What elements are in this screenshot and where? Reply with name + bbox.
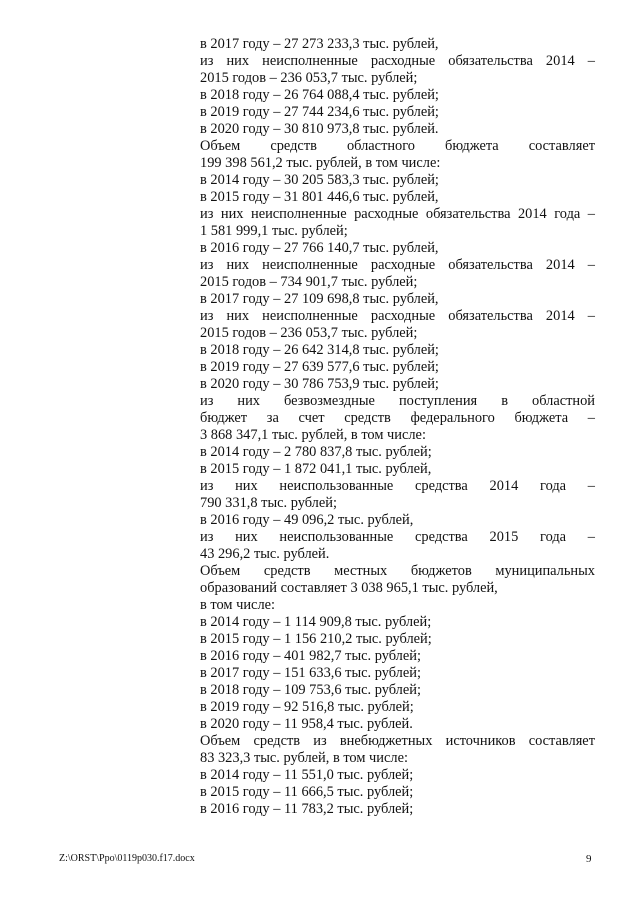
text-line: в 2015 году – 1 156 210,2 тыс. рублей; xyxy=(200,631,432,647)
text-line: в том числе: xyxy=(200,597,276,613)
text-line: 1 581 999,1 тыс. рублей; xyxy=(200,223,348,239)
text-line: 2015 годов – 236 053,7 тыс. рублей; xyxy=(200,70,418,86)
text-line: 43 296,2 тыс. рублей. xyxy=(200,546,330,562)
text-line: в 2015 году – 11 666,5 тыс. рублей; xyxy=(200,784,414,800)
text-line: в 2016 году – 11 783,2 тыс. рублей; xyxy=(200,801,414,817)
text-line: Объем средств местных бюджетов муниципальных xyxy=(200,563,595,579)
text-line: в 2016 году – 27 766 140,7 тыс. рублей, xyxy=(200,240,439,256)
text-line: в 2014 году – 30 205 583,3 тыс. рублей; xyxy=(200,172,439,188)
text-line: в 2017 году – 27 109 698,8 тыс. рублей, xyxy=(200,291,439,307)
text-line: 790 331,8 тыс. рублей; xyxy=(200,495,337,511)
text-line: 83 323,3 тыс. рублей, в том числе: xyxy=(200,750,408,766)
footer-file-path: Z:\ORST\Ppo\0119p030.f17.docx xyxy=(59,853,195,864)
text-line: в 2016 году – 401 982,7 тыс. рублей; xyxy=(200,648,421,664)
text-line: 3 868 347,1 тыс. рублей, в том числе: xyxy=(200,427,426,443)
text-line: в 2020 году – 11 958,4 тыс. рублей. xyxy=(200,716,413,732)
text-line: из них безвозмездные поступления в областной xyxy=(200,393,595,409)
text-line: в 2018 году – 109 753,6 тыс. рублей; xyxy=(200,682,421,698)
text-line: в 2016 году – 49 096,2 тыс. рублей, xyxy=(200,512,414,528)
text-line: в 2017 году – 151 633,6 тыс. рублей; xyxy=(200,665,421,681)
text-line: в 2019 году – 27 639 577,6 тыс. рублей; xyxy=(200,359,439,375)
text-line: 2015 годов – 236 053,7 тыс. рублей; xyxy=(200,325,418,341)
text-line: в 2015 году – 31 801 446,6 тыс. рублей, xyxy=(200,189,439,205)
text-line: из них неисполненные расходные обязательства 2014 года – xyxy=(200,206,595,222)
text-line: из них неиспользованные средства 2015 года – xyxy=(200,529,595,545)
text-line: Объем средств областного бюджета составляет xyxy=(200,138,595,154)
text-line: в 2019 году – 92 516,8 тыс. рублей; xyxy=(200,699,414,715)
text-line: из них неиспользованные средства 2014 года – xyxy=(200,478,595,494)
text-line: образований составляет 3 038 965,1 тыс. рублей, xyxy=(200,580,498,596)
text-line: в 2014 году – 1 114 909,8 тыс. рублей; xyxy=(200,614,432,630)
text-line: в 2014 году – 2 780 837,8 тыс. рублей; xyxy=(200,444,432,460)
page-number: 9 xyxy=(586,853,592,865)
text-line: в 2017 году – 27 273 233,3 тыс. рублей, xyxy=(200,36,439,52)
text-line: в 2018 году – 26 642 314,8 тыс. рублей; xyxy=(200,342,439,358)
document-body xyxy=(200,36,595,818)
text-line: 199 398 561,2 тыс. рублей, в том числе: xyxy=(200,155,441,171)
text-line: из них неисполненные расходные обязательства 2014 – xyxy=(200,308,595,324)
text-line: из них неисполненные расходные обязательства 2014 – xyxy=(200,53,595,69)
text-line: в 2014 году – 11 551,0 тыс. рублей; xyxy=(200,767,414,783)
text-line: в 2019 году – 27 744 234,6 тыс. рублей; xyxy=(200,104,439,120)
text-line: 2015 годов – 734 901,7 тыс. рублей; xyxy=(200,274,418,290)
text-line: в 2020 году – 30 810 973,8 тыс. рублей. xyxy=(200,121,439,137)
text-line: в 2015 году – 1 872 041,1 тыс. рублей, xyxy=(200,461,432,477)
text-line: в 2018 году – 26 764 088,4 тыс. рублей; xyxy=(200,87,439,103)
text-line: Объем средств из внебюджетных источников составляет xyxy=(200,733,595,749)
text-line: бюджет за счет средств федерального бюджета – xyxy=(200,410,595,426)
text-line: из них неисполненные расходные обязательства 2014 – xyxy=(200,257,595,273)
text-line: в 2020 году – 30 786 753,9 тыс. рублей; xyxy=(200,376,439,392)
